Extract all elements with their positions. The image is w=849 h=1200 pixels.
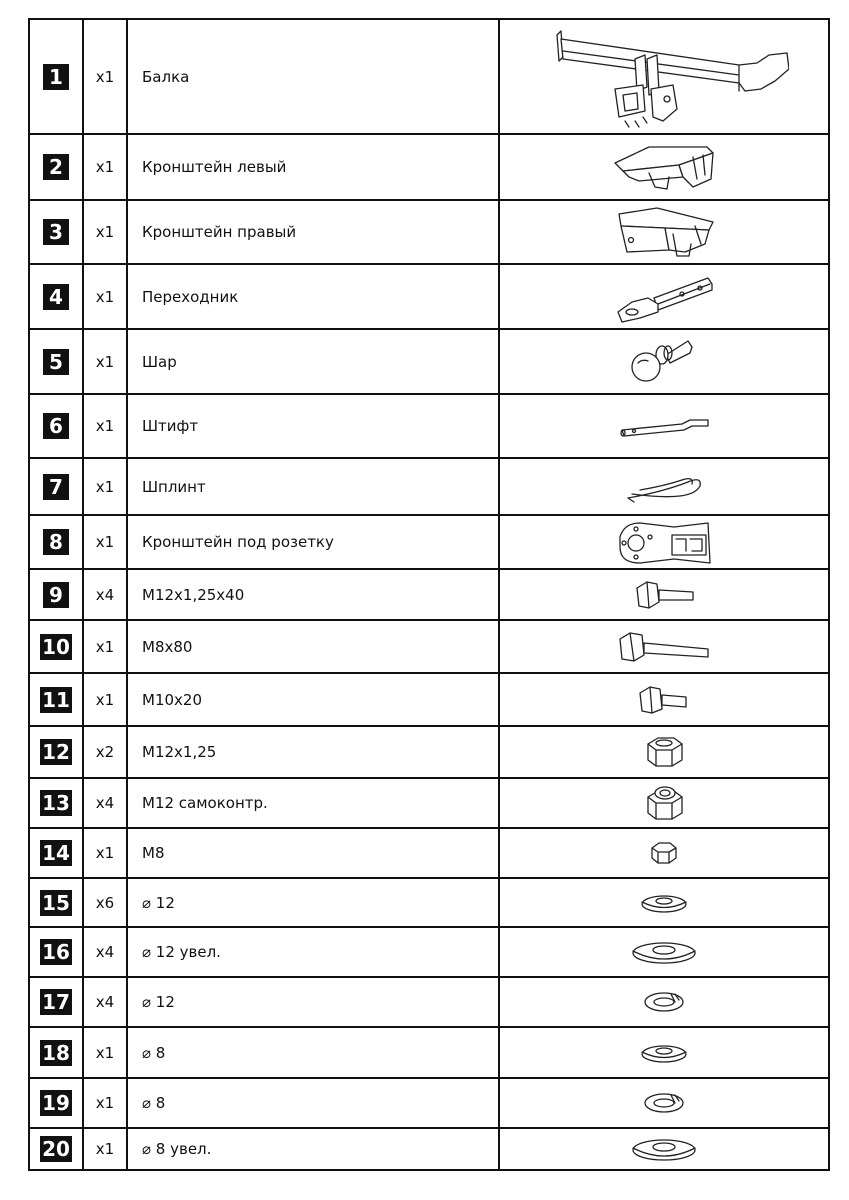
table-row [30,133,828,199]
part-name-cell [128,1079,500,1127]
hex-nut-icon [642,734,686,770]
item-number-badge: 7 [43,474,69,500]
item-number-cell [30,570,84,619]
lock-nut-icon [642,783,686,823]
large-washer-icon [629,937,699,967]
part-name-cell [128,928,500,976]
long-bolt-icon [616,629,712,665]
part-name: ⌀ 8 [142,1043,166,1062]
quantity: x1 [95,1140,115,1158]
small-nut-icon [648,840,680,866]
item-number-cell [30,727,84,777]
item-number-badge: 20 [42,1137,70,1161]
part-name-cell [128,1129,500,1169]
part-name-cell [128,395,500,457]
quantity: x4 [95,585,115,604]
part-image-cell [500,1129,828,1169]
item-number-badge: 2 [43,154,69,180]
quantity: x1 [95,352,115,371]
table-row [30,827,828,877]
item-number-cell [30,1129,84,1169]
table-row [30,328,828,393]
part-name: Переходник [142,287,239,306]
part-name: M12x1,25 [142,743,217,761]
quantity-cell [84,727,128,777]
item-number-cell [30,829,84,877]
table-row [30,877,828,926]
item-number-badge: 3 [43,219,69,245]
part-name: M12x1,25x40 [142,585,245,604]
item-number-badge: 10 [42,634,70,659]
parts-table [28,18,830,1171]
quantity: x1 [95,533,115,551]
quantity-cell [84,201,128,263]
quantity-cell [84,829,128,877]
table-row [30,1026,828,1077]
part-name-cell [128,201,500,263]
item-number-cell [30,1028,84,1077]
table-row [30,619,828,672]
table-row [30,926,828,976]
part-name: Шар [142,352,177,371]
part-image-cell [500,20,828,133]
quantity: x1 [95,477,115,496]
item-number-cell [30,459,84,514]
part-image-cell [500,1079,828,1127]
part-name-cell [128,330,500,393]
table-row [30,1077,828,1127]
quantity-cell [84,516,128,568]
quantity: x1 [95,637,115,656]
table-row [30,199,828,263]
quantity: x1 [95,1043,115,1062]
item-number-badge: 14 [42,841,70,865]
part-image-cell [500,879,828,926]
part-name-cell [128,459,500,514]
part-name-cell [128,727,500,777]
part-name: Кронштейн под розетку [142,533,334,551]
part-image-cell [500,928,828,976]
part-image-cell [500,330,828,393]
table-row [30,457,828,514]
short-bolt-icon [636,683,692,717]
quantity: x1 [95,287,115,306]
part-image-cell [500,978,828,1026]
table-row [30,777,828,827]
table-row [30,263,828,328]
item-number-cell [30,978,84,1026]
quantity: x1 [95,223,115,241]
part-image-cell [500,265,828,328]
item-number-badge: 12 [42,740,70,764]
quantity-cell [84,1129,128,1169]
table-row [30,976,828,1026]
item-number-badge: 16 [42,940,70,964]
quantity-cell [84,135,128,199]
part-name: Штифт [142,417,199,435]
part-image-cell [500,779,828,827]
item-number-cell [30,135,84,199]
part-name-cell [128,879,500,926]
quantity-cell [84,928,128,976]
item-number-cell [30,516,84,568]
table-row [30,514,828,568]
item-number-badge: 13 [42,791,70,815]
part-name: M8x80 [142,637,193,656]
part-name: Кронштейн левый [142,158,287,176]
part-name-cell [128,978,500,1026]
part-name: Шплинт [142,477,206,496]
right-bracket-icon [609,204,719,260]
part-image-cell [500,829,828,877]
table-row [30,1127,828,1169]
quantity: x4 [95,943,115,961]
spring-washer-icon [641,988,687,1016]
quantity-cell [84,459,128,514]
item-number-cell [30,330,84,393]
item-number-badge: 6 [43,413,69,439]
part-name-cell [128,20,500,133]
quantity-cell [84,330,128,393]
item-number-badge: 15 [42,890,70,915]
tow-ball-icon [626,333,702,391]
part-image-cell [500,674,828,725]
quantity-cell [84,621,128,672]
socket-bracket-icon [614,517,714,567]
item-number-cell [30,674,84,725]
item-number-cell [30,1079,84,1127]
quantity-cell [84,879,128,926]
quantity-cell [84,1028,128,1077]
item-number-badge: 4 [43,284,69,310]
quantity-cell [84,20,128,133]
part-image-cell [500,135,828,199]
item-number-badge: 18 [42,1040,70,1065]
item-number-badge: 9 [43,582,69,608]
quantity: x1 [95,158,115,176]
part-image-cell [500,621,828,672]
item-number-badge: 19 [42,1091,70,1115]
part-name-cell [128,779,500,827]
part-name: ⌀ 8 [142,1094,166,1112]
part-image-cell [500,459,828,514]
table-row [30,725,828,777]
part-name-cell [128,621,500,672]
item-number-cell [30,201,84,263]
part-name: Балка [142,67,190,86]
washer-icon [638,1041,690,1065]
part-image-cell [500,516,828,568]
quantity-cell [84,978,128,1026]
part-name-cell [128,1028,500,1077]
part-name: ⌀ 12 [142,993,175,1011]
large-washer-icon [629,1134,699,1164]
quantity-cell [84,779,128,827]
quantity: x1 [95,67,115,86]
item-number-cell [30,621,84,672]
part-name: M12 самоконтр. [142,794,268,812]
item-number-cell [30,928,84,976]
quantity-cell [84,570,128,619]
washer-icon [638,891,690,915]
part-name-cell [128,265,500,328]
item-number-cell [30,395,84,457]
quantity-cell [84,395,128,457]
part-name: ⌀ 12 [142,893,175,912]
part-name-cell [128,570,500,619]
left-bracket-icon [609,141,719,193]
quantity-cell [84,265,128,328]
item-number-badge: 1 [43,64,69,90]
part-image-cell [500,201,828,263]
quantity: x1 [95,1094,115,1112]
quantity: x6 [95,893,115,912]
table-row [30,20,828,133]
part-image-cell [500,395,828,457]
quantity: x1 [95,844,115,862]
pin-icon [618,410,710,442]
spring-washer-icon [641,1089,687,1117]
quantity: x4 [95,794,115,812]
part-name: M10x20 [142,690,202,709]
tow-beam-icon [539,25,789,129]
item-number-badge: 17 [42,990,70,1014]
item-number-cell [30,265,84,328]
quantity: x2 [95,743,115,761]
table-row [30,568,828,619]
part-name: Кронштейн правый [142,223,297,241]
table-row [30,393,828,457]
adapter-icon [612,268,716,326]
quantity-cell [84,1079,128,1127]
item-number-badge: 11 [42,687,70,712]
quantity: x1 [95,690,115,709]
part-name: M8 [142,844,165,862]
table-row [30,672,828,725]
part-image-cell [500,1028,828,1077]
part-name-cell [128,135,500,199]
part-name-cell [128,829,500,877]
quantity-cell [84,674,128,725]
bolt-icon [631,578,697,612]
item-number-badge: 8 [43,529,69,555]
item-number-cell [30,779,84,827]
quantity: x1 [95,417,115,435]
part-image-cell [500,727,828,777]
part-name: ⌀ 8 увел. [142,1140,212,1158]
quantity: x4 [95,993,115,1011]
part-image-cell [500,570,828,619]
part-name: ⌀ 12 увел. [142,943,221,961]
item-number-cell [30,20,84,133]
cotter-pin-icon [622,470,706,504]
part-name-cell [128,674,500,725]
item-number-cell [30,879,84,926]
item-number-badge: 5 [43,349,69,375]
part-name-cell [128,516,500,568]
